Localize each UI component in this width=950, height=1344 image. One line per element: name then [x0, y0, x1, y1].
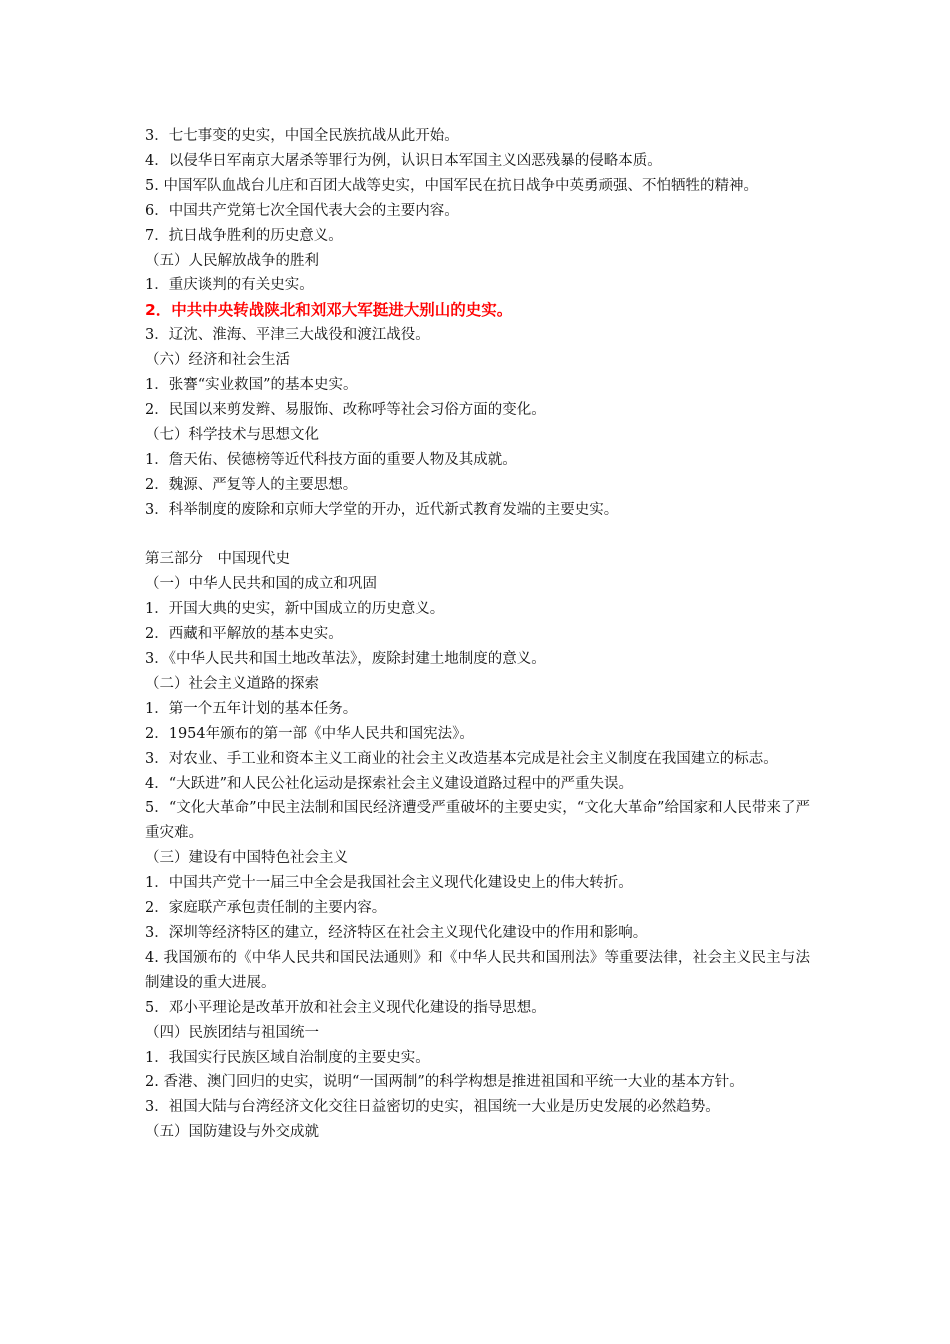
list-item: 4．“大跃进”和人民公社化运动是探索社会主义建设道路过程中的严重失误。 — [145, 775, 634, 792]
list-item: 2. 香港、澳门回归的史实，说明“一国两制”的科学构想是推进祖国和平统一大业的基本方针。 — [145, 1074, 744, 1091]
list-item: 3．《中华人民共和国土地改革法》，废除封建土地制度的意义。 — [145, 651, 546, 668]
list-item: 2．家庭联产承包责任制的主要内容。 — [145, 900, 387, 917]
section-heading: （七）科学技术与思想文化 — [145, 426, 319, 443]
list-item: 3．七七事变的史实，中国全民族抗战从此开始。 — [145, 128, 459, 144]
section-heading: （一）中华人民共和国的成立和巩固 — [145, 576, 377, 593]
section-heading: （五）人民解放战争的胜利 — [145, 252, 319, 269]
list-item: 5．邓小平理论是改革开放和社会主义现代化建设的指导思想。 — [145, 999, 546, 1016]
list-item: 1．第一个五年计划的基本任务。 — [145, 700, 358, 717]
list-item: 3．对农业、手工业和资本主义工商业的社会主义改造基本完成是社会主义制度在我国建立的标志。 — [145, 750, 778, 767]
highlighted-list-item: 2．中共中央转战陕北和刘邓大军挺进大别山的史实。 — [145, 301, 513, 320]
list-item: 2．1954年颁布的第一部《中华人民共和国宪法》。 — [145, 725, 474, 742]
blank-line — [145, 523, 810, 548]
section-heading: （二）社会主义道路的探索 — [145, 675, 319, 692]
list-item: 3．辽沈、淮海、平津三大战役和渡江战役。 — [145, 327, 430, 344]
section-heading: （五）国防建设与外交成就 — [145, 1124, 319, 1141]
list-item: 3．深圳等经济特区的建立，经济特区在社会主义现代化建设中的作用和影响。 — [145, 924, 648, 941]
list-item: 1．开国大典的史实，新中国成立的历史意义。 — [145, 601, 445, 618]
section-heading: （三）建设有中国特色社会主义 — [145, 850, 348, 867]
list-item: 2．民国以来剪发辫、易服饰、改称呼等社会习俗方面的变化。 — [145, 401, 546, 418]
list-item: 4．以侵华日军南京大屠杀等罪行为例，认识日本军国主义凶恶残暴的侵略本质。 — [145, 152, 662, 169]
list-item: 6．中国共产党第七次全国代表大会的主要内容。 — [145, 202, 459, 219]
list-item: 2．魏源、严复等人的主要思想。 — [145, 476, 358, 493]
list-item: 3．科举制度的废除和京师大学堂的开办，近代新式教育发端的主要史实。 — [145, 501, 619, 518]
list-item: 1．我国实行民族区域自治制度的主要史实。 — [145, 1049, 430, 1066]
list-item: 1．詹天佑、侯德榜等近代科技方面的重要人物及其成就。 — [145, 451, 517, 468]
document-page — [145, 124, 810, 1145]
list-item: 2．西藏和平解放的基本史实。 — [145, 626, 343, 643]
list-item: 5．“文化大革命”中民主法制和国民经济遭受严重破坏的主要史实，“文化大革命”给国家和人民带来了严重灾难。 — [145, 800, 810, 842]
part-heading: 第三部分 中国现代史 — [145, 551, 290, 568]
list-item: 1．中国共产党十一届三中全会是我国社会主义现代化建设史上的伟大转折。 — [145, 875, 633, 892]
list-item: 3．祖国大陆与台湾经济文化交往日益密切的史实，祖国统一大业是历史发展的必然趋势。 — [145, 1099, 720, 1116]
section-heading: （六）经济和社会生活 — [145, 352, 290, 369]
list-item: 5. 中国军队血战台儿庄和百团大战等史实，中国军民在抗日战争中英勇顽强、不怕牺牲的精神。 — [145, 177, 758, 194]
list-item: 7．抗日战争胜利的历史意义。 — [145, 227, 343, 244]
list-item: 1．重庆谈判的有关史实。 — [145, 277, 314, 294]
list-item: 1．张謇“实业救国”的基本史实。 — [145, 377, 358, 394]
section-heading: （四）民族团结与祖国统一 — [145, 1024, 319, 1041]
list-item: 4. 我国颁布的《中华人民共和国民法通则》和《中华人民共和国刑法》等重要法律，社会主义民主与法制建设的重大进展。 — [145, 949, 810, 991]
